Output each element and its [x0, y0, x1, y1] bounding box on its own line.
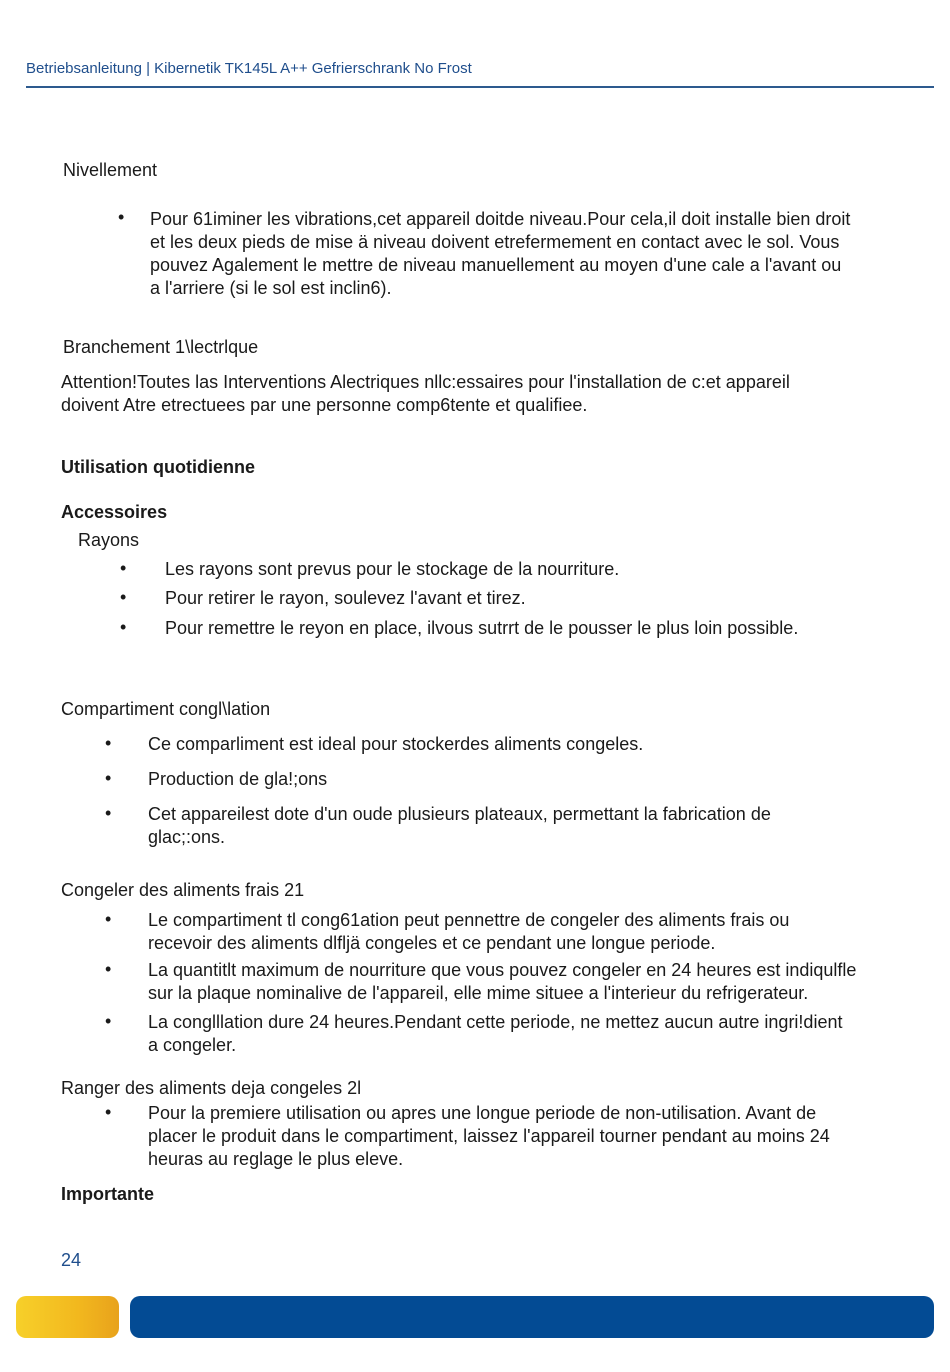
section-heading-accessoires: Accessoires	[61, 502, 168, 522]
bullet-icon: •	[118, 207, 125, 227]
section-heading-importante: Importante	[61, 1184, 155, 1204]
ranger-item: Pour la premiere utilisation ou apres une longue periode de non-utilisation. Avant de	[148, 1103, 817, 1123]
rayons-item: Pour retirer le rayon, soulevez l'avant et tirez.	[165, 588, 526, 608]
section-heading-congeler: Congeler des aliments frais 21	[61, 880, 305, 900]
nivellement-line: pouvez Agalement le mettre de niveau manuellement au moyen d'une cale a l'avant ou	[150, 255, 842, 275]
congeler-item: Le compartiment tl cong61ation peut pennettre de congeler des aliments frais ou	[148, 910, 790, 930]
compartiment-item: Ce comparliment est ideal pour stockerdes aliments congeles.	[148, 734, 644, 754]
page-header-title: Betriebsanleitung | Kibernetik TK145L A++ Gefrierschrank No Frost	[26, 60, 472, 77]
nivellement-line: a l'arriere (si le sol est inclin6).	[150, 278, 392, 298]
ranger-item-cont: heuras au reglage le plus eleve.	[148, 1149, 404, 1169]
congeler-item-cont: sur la plaque nominalive de l'appareil, elle mime situee a l'interieur du refrigerateur.	[148, 983, 809, 1003]
section-heading-utilisation: Utilisation quotidienne	[61, 457, 255, 477]
bullet-icon: •	[120, 617, 127, 637]
compartiment-item: Production de gla!;ons	[148, 769, 328, 789]
section-heading-ranger: Ranger des aliments deja congeles 2l	[61, 1078, 362, 1098]
nivellement-line: Pour 61iminer les vibrations,cet appareil doitde niveau.Pour cela,il doit installe bien droit	[150, 209, 851, 229]
bullet-icon: •	[105, 1011, 112, 1031]
section-heading-nivellement: Nivellement	[63, 160, 158, 180]
branchement-line: doivent Atre etrectuees par une personne comp6tente et qualifiee.	[61, 395, 588, 415]
congeler-item: La conglllation dure 24 heures.Pendant cette periode, ne mettez aucun autre ingri!dient	[148, 1012, 843, 1032]
bullet-icon: •	[105, 803, 112, 823]
bullet-icon: •	[105, 909, 112, 929]
congeler-item: La quantitlt maximum de nourriture que vous pouvez congeler en 24 heures est indiqulfle	[148, 960, 857, 980]
bullet-icon: •	[105, 959, 112, 979]
rayons-item: Les rayons sont prevus pour le stockage de la nourriture.	[165, 559, 620, 579]
bullet-icon: •	[105, 768, 112, 788]
nivellement-line: et les deux pieds de mise ä niveau doivent etrefermement en contact avec le sol. Vous	[150, 232, 840, 252]
footer-accent-bar	[16, 1296, 119, 1338]
congeler-item-cont: a congeler.	[148, 1035, 237, 1055]
page-number: 24	[61, 1250, 82, 1270]
compartiment-item-cont: glac;:ons.	[148, 827, 226, 847]
section-heading-compartiment: Compartiment congl\lation	[61, 699, 271, 719]
ranger-item-cont: placer le produit dans le compartiment, laissez l'appareil tourner pendant au moins 24	[148, 1126, 830, 1146]
branchement-line: Attention!Toutes las Interventions Alectriques nllc:essaires pour l'installation de c:et appareil	[61, 372, 790, 392]
bullet-icon: •	[120, 587, 127, 607]
bullet-icon: •	[120, 558, 127, 578]
header-divider	[26, 86, 934, 88]
rayons-item: Pour remettre le reyon en place, ilvous sutrrt de le pousser le plus loin possible.	[165, 618, 799, 638]
bullet-icon: •	[105, 733, 112, 753]
section-heading-branchement: Branchement 1\lectrlque	[63, 337, 259, 357]
compartiment-item: Cet appareilest dote d'un oude plusieurs plateaux, permettant la fabrication de	[148, 804, 771, 824]
footer-bar	[130, 1296, 934, 1338]
subheading-rayons: Rayons	[78, 530, 140, 550]
congeler-item-cont: recevoir des aliments dlfljä congeles et ce pendant une longue periode.	[148, 933, 716, 953]
bullet-icon: •	[105, 1102, 112, 1122]
